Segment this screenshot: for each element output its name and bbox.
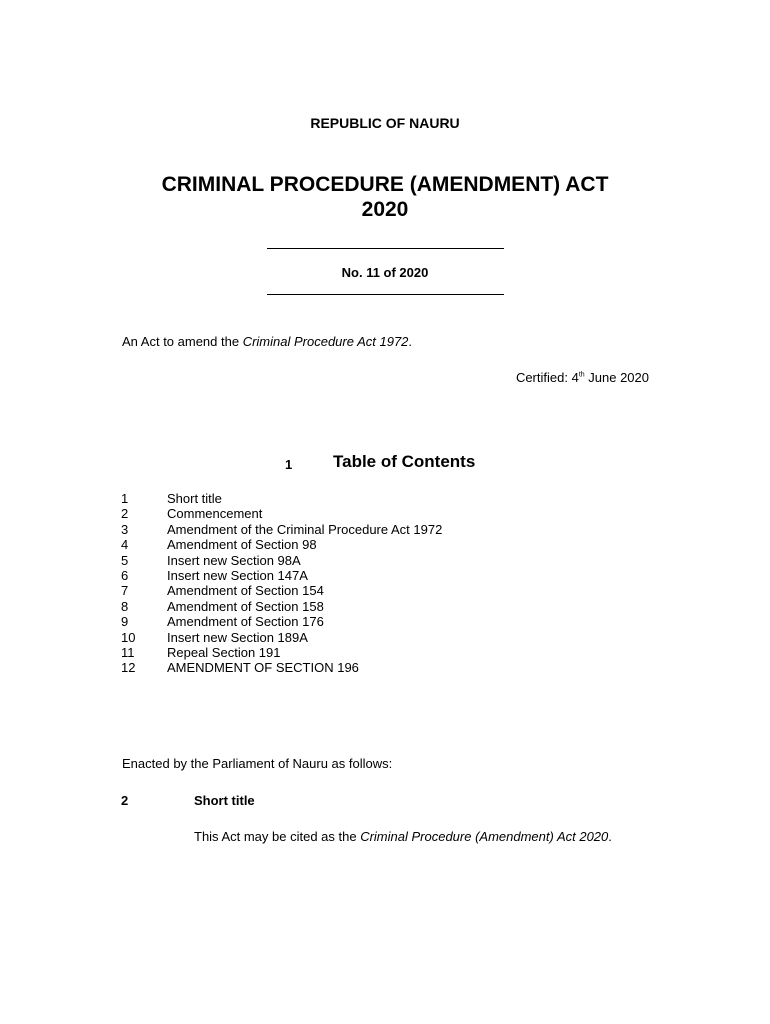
intro-suffix: . — [408, 334, 413, 349]
toc-item-number: 10 — [121, 629, 136, 645]
act-number: No. 11 of 2020 — [341, 265, 429, 280]
intro-text — [122, 334, 412, 349]
toc-item-label: Amendment of the Criminal Procedure Act 1972 — [167, 521, 443, 537]
toc-item-number: 11 — [121, 644, 135, 660]
toc-item-label: Insert new Section 98A — [167, 552, 301, 568]
toc-item-label: Amendment of Section 98 — [167, 537, 317, 553]
toc-item — [121, 599, 442, 614]
toc-item-number: 5 — [121, 552, 129, 568]
section-title: Short title — [194, 793, 255, 808]
toc-item-number: 3 — [121, 521, 129, 537]
toc-item-label: Amendment of Section 158 — [167, 598, 324, 614]
toc-item-number: 9 — [121, 614, 129, 630]
toc-number: 1 — [285, 457, 293, 472]
toc-item-label: AMENDMENT OF SECTION 196 — [167, 660, 359, 676]
section-body-prefix: This Act may be cited as the — [194, 829, 361, 844]
certified-date — [516, 370, 649, 385]
section-body — [194, 829, 649, 845]
act-title-line1: CRIMINAL PROCEDURE (AMENDMENT) ACT — [161, 173, 609, 196]
toc-item-label: Commencement — [167, 506, 263, 522]
toc-item — [121, 660, 442, 675]
section-body-suffix: . — [608, 829, 612, 844]
toc-item — [121, 568, 442, 583]
toc-item-label: Repeal Section 191 — [167, 644, 281, 660]
toc-item — [121, 553, 442, 568]
toc-item-label: Insert new Section 189A — [167, 629, 308, 645]
toc-item-label: Amendment of Section 176 — [167, 614, 324, 630]
toc-item — [121, 614, 442, 629]
certified-prefix: Certified: 4 — [515, 370, 579, 385]
certified-suffix: June 2020 — [584, 370, 649, 385]
enacting-clause: Enacted by the Parliament of Nauru as follows: — [122, 756, 393, 771]
divider-bottom — [267, 294, 504, 295]
republic-heading: REPUBLIC OF NAURU — [310, 115, 460, 131]
intro-act-ref: Criminal Procedure Act 1972 — [242, 334, 409, 349]
divider-top — [267, 248, 504, 249]
section-body-act-name: Criminal Procedure (Amendment) Act 2020 — [360, 829, 609, 844]
toc-item-number: 6 — [121, 567, 129, 583]
toc-item-number: 8 — [121, 598, 129, 614]
toc-item-number: 12 — [121, 660, 136, 676]
toc-title: Table of Contents — [333, 452, 476, 471]
toc-item-number: 1 — [121, 491, 129, 506]
section-number: 2 — [121, 793, 129, 808]
act-title-line2: 2020 — [361, 198, 409, 221]
toc-list — [121, 491, 442, 676]
toc-item — [121, 522, 442, 537]
toc-item — [121, 645, 442, 660]
toc-item — [121, 537, 442, 552]
toc-item-label: Short title — [167, 491, 222, 506]
toc-item-number: 2 — [121, 506, 129, 522]
toc-item — [121, 491, 442, 506]
toc-item — [121, 583, 442, 598]
toc-item-number: 7 — [121, 583, 129, 599]
toc-item-label: Amendment of Section 154 — [167, 583, 324, 599]
toc-item — [121, 506, 442, 521]
toc-item-label: Insert new Section 147A — [167, 567, 308, 583]
act-title — [100, 172, 670, 222]
toc-item — [121, 630, 442, 645]
toc-item-number: 4 — [121, 537, 129, 553]
intro-prefix: An Act to amend the — [122, 334, 243, 349]
certified-sup: th — [578, 371, 585, 379]
